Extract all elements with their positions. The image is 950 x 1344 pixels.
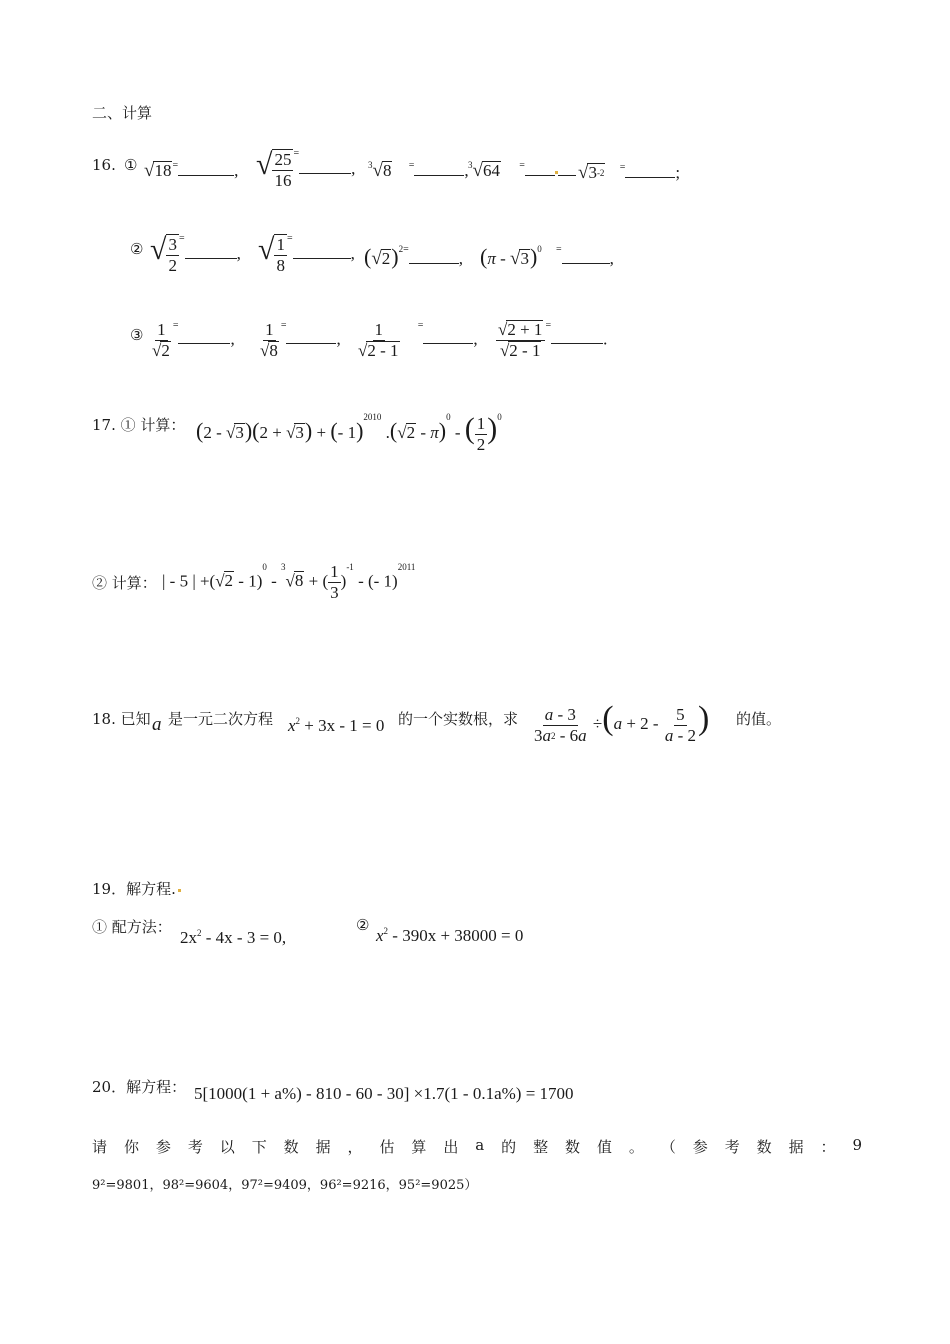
radicand: 3	[520, 249, 529, 268]
q18-mid1: 是一元二次方程	[168, 710, 274, 728]
answer-blank[interactable]	[625, 163, 675, 178]
q16-number: 16.	[92, 156, 116, 174]
q16-r3-1-over-sqrt2-minus-1: $\frac{1}{√2 - 1}$ =,	[358, 320, 478, 360]
hint-char: 以	[219, 1138, 235, 1156]
q16-marker-1: ①	[124, 156, 138, 174]
hint-char: a	[475, 1136, 485, 1154]
hint-char: 据	[788, 1138, 804, 1156]
hint-char: 值	[596, 1138, 612, 1156]
answer-blank[interactable]	[178, 161, 234, 176]
hint-char: 数	[756, 1138, 772, 1156]
hint-char: 9	[852, 1136, 862, 1154]
q20-label: 20．解方程：	[92, 1078, 187, 1096]
base: 3	[588, 163, 597, 182]
hint-char: （	[660, 1138, 676, 1156]
numerator-radicand: 2 + 1	[507, 320, 543, 339]
answer-blank[interactable]	[286, 329, 336, 344]
hint-char: 出	[443, 1138, 459, 1156]
q16-r2-sqrt2-squared: $(√2)^{2=}$ ,	[364, 244, 463, 269]
q16-r1-cbrt64: $^3$√64 =	[468, 160, 576, 182]
numerator: 1	[265, 320, 274, 339]
q17-expr-1: (2 - √3)(2 + √3) + (- 1)$^{2010}$ .(√2 - π)$^0$ - ( $\frac{1}{2}$ )$^0$	[196, 412, 502, 454]
q19-label	[92, 878, 181, 899]
q19-label-text: 19．解方程.	[92, 880, 176, 898]
eq-rest: - 390x + 38000 = 0	[392, 926, 524, 945]
q16-r2-pi-minus-sqrt3: (π - √3)$^0$ = ,	[480, 244, 614, 269]
radicand: 2	[381, 249, 391, 268]
hint-char: 下	[251, 1138, 267, 1156]
q17-label-2: ② 计算：	[92, 574, 157, 592]
q16-marker-2: ②	[130, 240, 144, 258]
hint-char: 据	[315, 1138, 331, 1156]
numerator: 1	[276, 235, 285, 255]
hint-char: 参	[692, 1138, 708, 1156]
denominator: 16	[274, 171, 292, 191]
answer-blank[interactable]	[558, 161, 576, 176]
exponent: 2011	[397, 562, 416, 572]
radicand: 8	[269, 341, 278, 360]
hint-char: 估	[379, 1138, 395, 1156]
pi-term: π -	[487, 249, 511, 268]
q16-r1-sqrt-3-pow: $√3^{-2}$ = ;	[578, 162, 681, 183]
answer-blank[interactable]	[423, 329, 473, 344]
q19-sub2-label: ②	[356, 916, 370, 934]
q18-suffix: 的值。	[736, 710, 782, 728]
hint-char: 。	[628, 1138, 644, 1156]
denominator: 8	[276, 256, 285, 276]
exponent: -2	[596, 168, 605, 178]
answer-blank[interactable]	[178, 329, 230, 344]
eq-part-b: - 4x - 3 = 0	[205, 928, 282, 947]
q18-equation: $x^2 + 3x - 1 = 0$	[288, 716, 385, 735]
answer-blank[interactable]	[525, 161, 555, 176]
hint-char: 整	[533, 1138, 549, 1156]
answer-blank[interactable]	[185, 244, 237, 259]
eq-part-a: 2x	[180, 928, 197, 947]
numerator: 1	[157, 320, 166, 339]
q18-mid2: 的一个实数根，求	[398, 710, 519, 728]
q16-r2-sqrt-1-8: √ $\frac{1}{8}$ =,	[258, 233, 355, 276]
equation-rest: + 3x - 1 = 0	[304, 716, 385, 735]
q16-r3-ratio: $\frac{√2 + 1}{√2 - 1}$ =.	[498, 320, 608, 360]
radicand: 8	[382, 161, 392, 180]
hint-char: 的	[501, 1138, 517, 1156]
hint-char: 算	[411, 1138, 427, 1156]
q18-prefix: 18. 已知	[92, 710, 151, 728]
q17-expr-2: | - 5 | +(√2 - 1)$^0$ - $^3$√8 + ( $\frac{1}{3}$ )$^{-1}$ - (- 1)$^{2011}$	[162, 562, 416, 602]
answer-blank[interactable]	[414, 161, 464, 176]
hint-char: 考	[187, 1138, 203, 1156]
hint-char: 请	[92, 1138, 108, 1156]
answer-blank[interactable]	[562, 249, 610, 264]
q16-r1-sqrt18: √18= ,	[144, 160, 239, 181]
answer-blank[interactable]	[551, 329, 603, 344]
exponent: 0	[262, 562, 267, 572]
q19-sub2-eq: $x^2 - 390x + 38000 = 0$	[376, 926, 524, 945]
exponent: 0	[497, 412, 502, 422]
hint-char: 数	[283, 1138, 299, 1156]
answer-blank[interactable]	[299, 159, 351, 174]
q16-marker-3: ③	[130, 326, 144, 344]
q16-r3-1-over-sqrt8: $\frac{1}{√8}$ =,	[260, 320, 341, 360]
radicand: 18	[154, 161, 172, 180]
q16-r1-cbrt8: $^3$√8 = ,	[368, 160, 469, 181]
answer-blank[interactable]	[409, 249, 459, 264]
numerator: 25	[274, 150, 292, 170]
q20-equation: 5[1000(1 + a%) - 810 - 60 - 30] ×1.7(1 - 0.1a%) = 1700	[194, 1084, 574, 1103]
hint-char: 你	[123, 1138, 139, 1156]
radicand: 64	[482, 161, 500, 180]
exponent: -1	[346, 562, 354, 572]
hint-char: ：	[820, 1138, 836, 1156]
q16-r1-sqrt-frac: √ $\frac{25}{16}$ =,	[256, 148, 356, 191]
q18-var: a	[152, 714, 162, 735]
q18-expression: $\frac{a - 3}{3a^2 - 6a}$ ÷(a + 2 - $\frac{5}{a - 2}$ )	[534, 700, 710, 745]
section-title: 二、计算	[92, 104, 153, 122]
q17-label-1: 17. ① 计算：	[92, 416, 186, 434]
radicand: 2 - 1	[367, 341, 399, 360]
answer-blank[interactable]	[293, 244, 351, 259]
marker-dot	[178, 889, 181, 892]
hint-char: 考	[724, 1138, 740, 1156]
q19-sub1-eq: $2x^2 - 4x - 3 = 0$,	[180, 928, 287, 947]
q19-sub1-label: ① 配方法：	[92, 918, 172, 936]
exponent: 2	[398, 244, 404, 254]
exponent: 0	[537, 244, 542, 254]
numerator: 1	[374, 320, 383, 339]
exponent: 2010	[363, 412, 382, 422]
q20-hint-line	[92, 1136, 862, 1157]
hint-char: ，	[347, 1138, 363, 1156]
hint-char: 数	[565, 1138, 581, 1156]
denominator: 2	[168, 256, 177, 276]
radicand: 2	[161, 341, 170, 360]
denominator-radicand: 2 - 1	[509, 341, 541, 360]
q16-r2-sqrt-3-2: √ $\frac{3}{2}$ =,	[150, 233, 241, 276]
q20-data-line: 9²=9801，98²=9604，97²=9409，96²=9216，95²=9025）	[92, 1178, 478, 1193]
exponent: 0	[446, 412, 451, 422]
q16-r3-1-over-sqrt2: $\frac{1}{√2}$ =,	[152, 320, 235, 360]
hint-char: 参	[155, 1138, 171, 1156]
numerator: 3	[168, 235, 177, 255]
